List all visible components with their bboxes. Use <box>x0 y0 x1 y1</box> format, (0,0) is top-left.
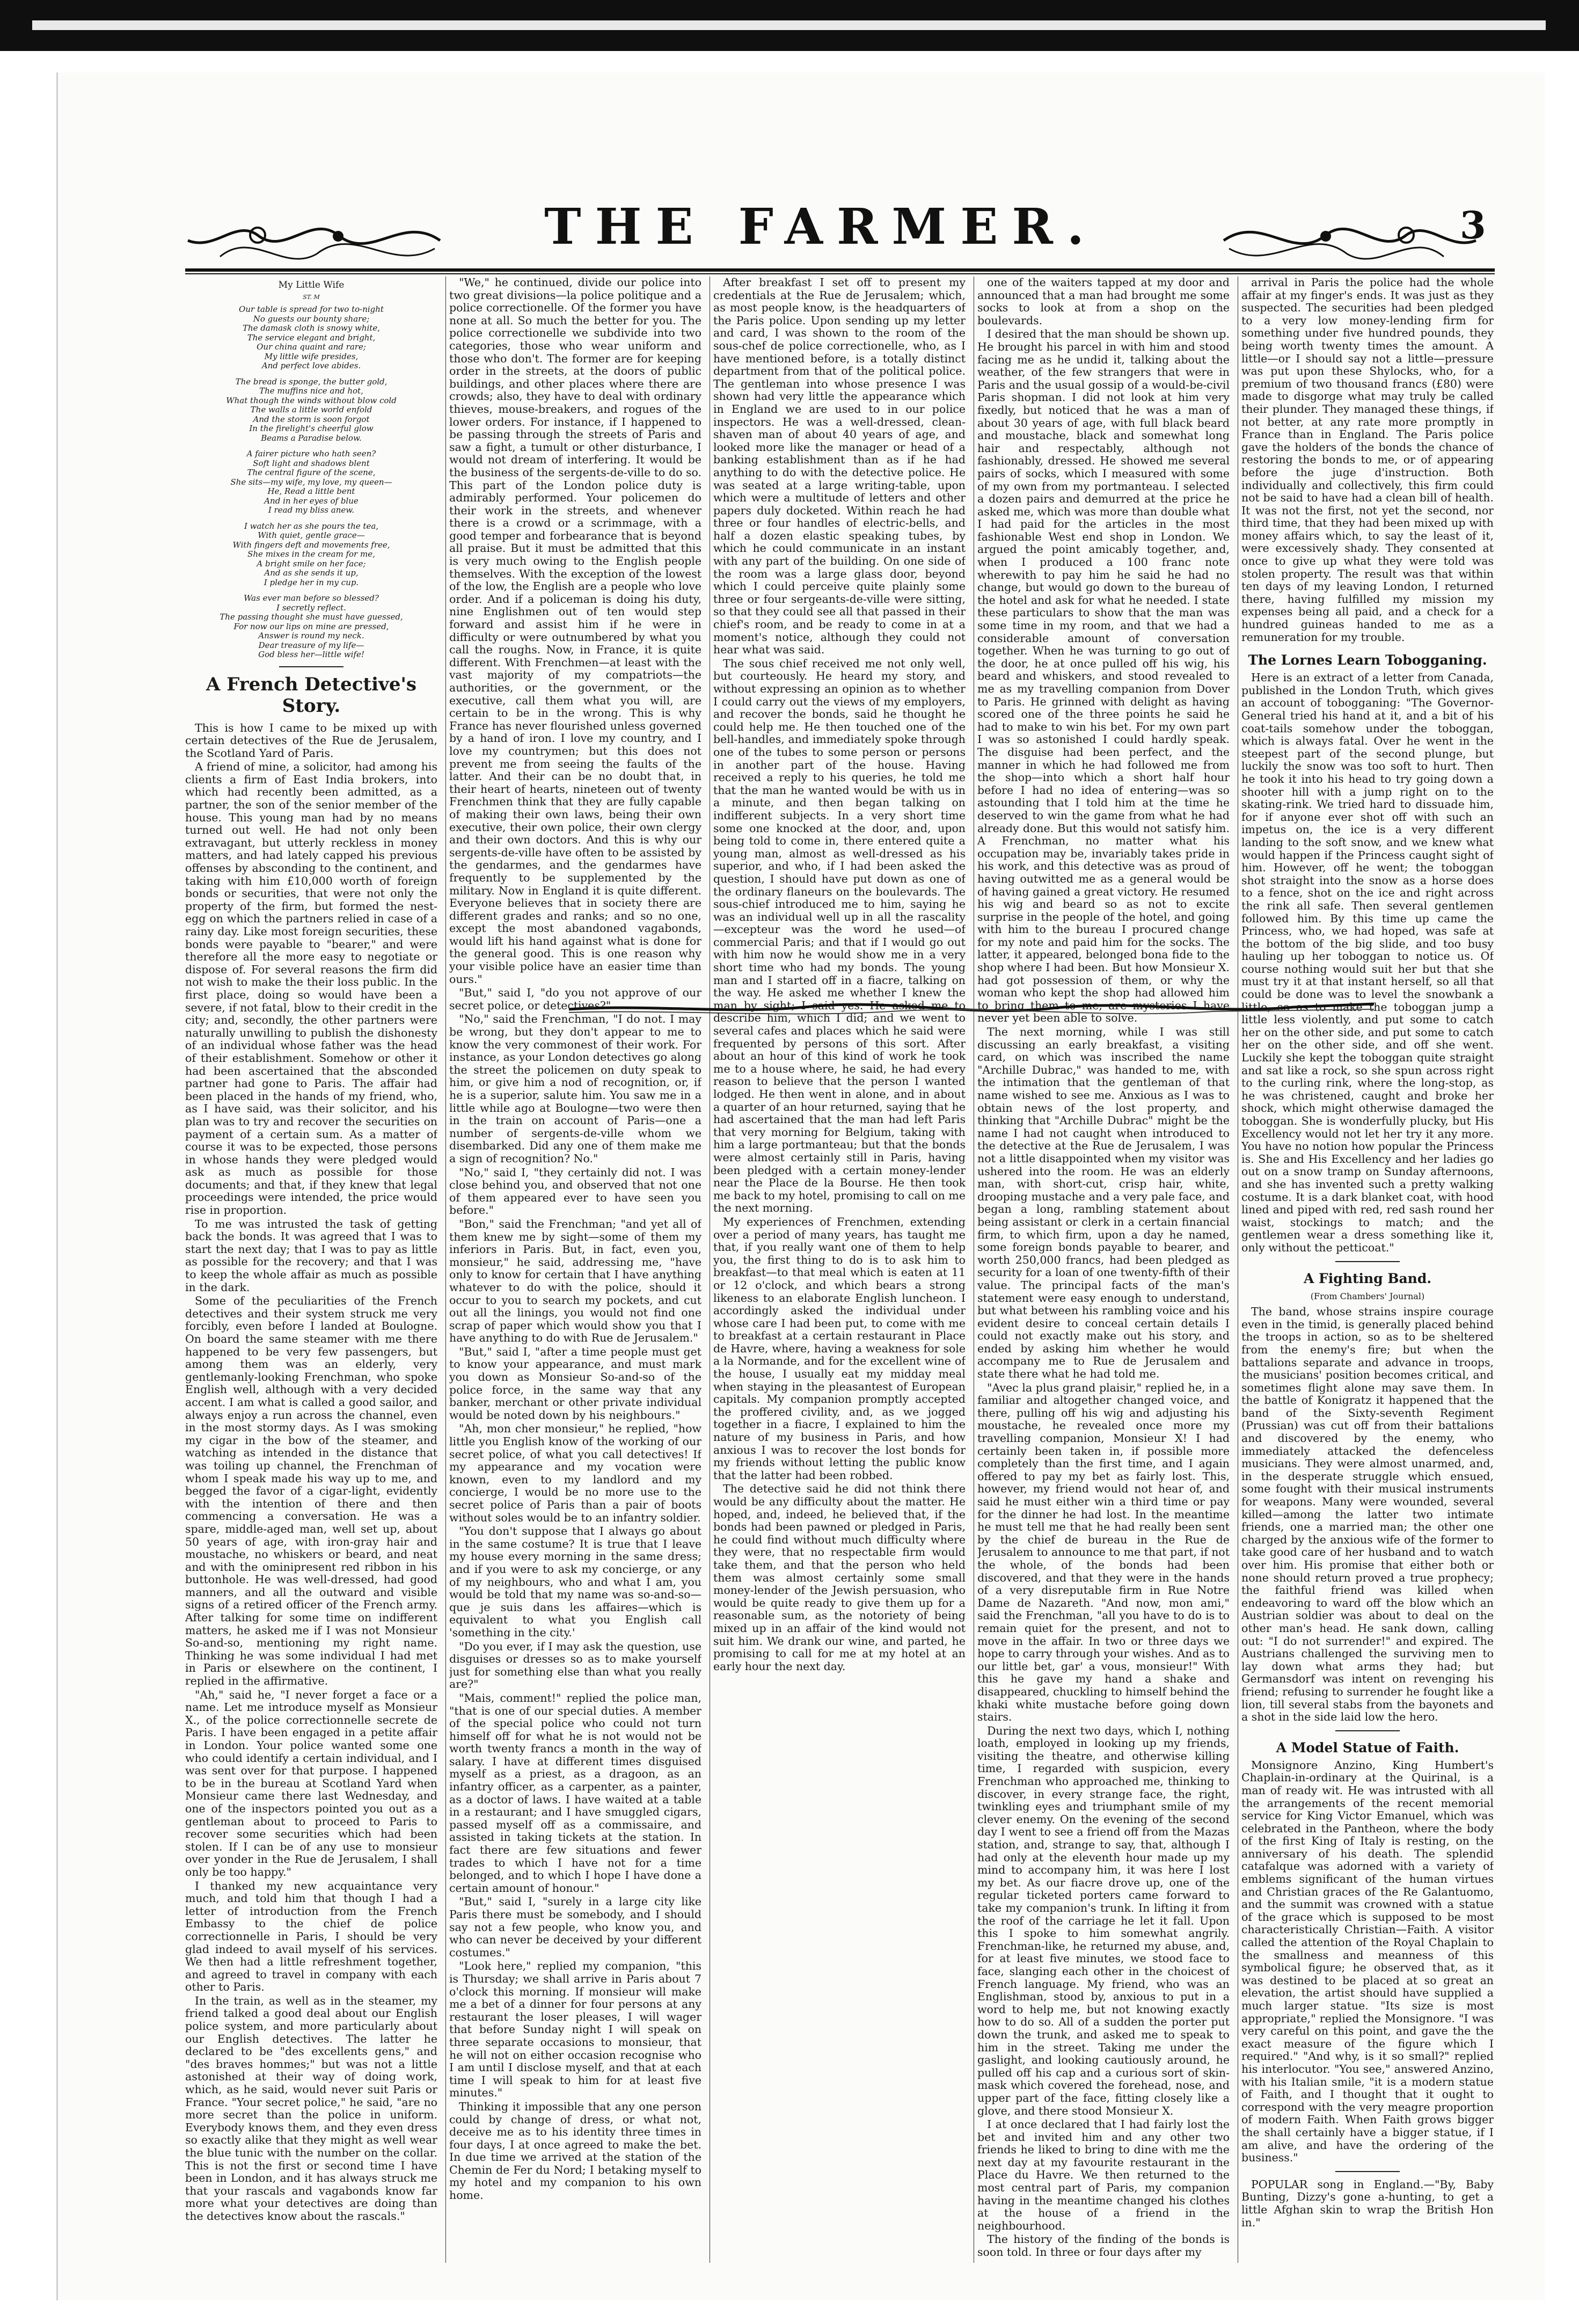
poem-stanza: Was ever man before so blessed? I secretly reflect. The passing thought she must have guessed, For now our lips on mine are pressed, Answer is round my neck. Dear treasure of my life— God bless her—little wife! <box>220 593 403 659</box>
scan-top-border <box>0 0 1579 51</box>
article-paragraph: This is how I came to be mixed up with certain detectives of the Rue de Jerusalem, the Scotland Yard of Paris. <box>185 721 437 760</box>
page-fold-mark <box>569 988 1374 1025</box>
article-paragraph: "You don't suppose that I always go about in the same costume? It is true that I leave my house every morning in the same dress; and if you were to ask my concierge, or any of my neighbours, who and what I am, you would be told that my name was so-and-so—que je suis dans les affaires—which is equivalent to what you English call 'something in the city.' <box>449 1525 701 1639</box>
column-1 <box>185 276 437 2263</box>
article-headline: A French Detective's Story. <box>206 673 416 717</box>
article-paragraph: "Ah, mon cher monsieur," he replied, "how little you English know of the working of our secret police, of what you call detectives! If my appearance and my vocation were known, even to my landlord and my concierge, I would be no more use to the secret police of Paris than a pair of boots without soles would be to an infantry soldier. <box>449 1422 701 1524</box>
article-paragraph: The sous chief received me not only well, but courteously. He heard my story, and without expressing an opinion as to whether I could carry out the views of my employers, and recover the bonds, said he thought he could help me. He then touched one of the bell-handles, and immediately spoke through one of the tubes to some person or persons in another part of the house. Having received a reply to his queries, he told me that the man he wanted would be with us in a minute, and then began talking on indifferent subjects. In a very short time some one knocked at the door, and, upon being told to come in, there entered quite a young man, almost as well-dressed as his superior, and who, if I had been asked the question, I should have put down as one of the ordinary flaneurs on the boulevards. The sous-chief introduced me to him, saying he was an individual well up in all the rascality—excepteur was the word he used—of commercial Paris; and that if I would go out with him now he would show me in a very short time who had my bonds. The young man and I started off in a fiacre, talking on the way. He asked me whether I knew the man by sight; I said yes. He asked me to describe him, which I did; and we went to several cafes and places which he said were frequented by persons of this sort. After about an hour of this kind of work he took me to a house where, he said, he had every reason to believe that the person I wanted lodged. He then went in alone, and in about a quarter of an hour returned, saying that he had ascertained that the man had left Paris that very morning for Belgium, taking with him a large portmanteau; but that the bonds were almost certainly still in Paris, having been pledged with a certain money-lender near the Place de la Bourse. He then took me back to my hotel, promising to call on me the next morning. <box>713 657 966 1215</box>
article-paragraph: "Look here," replied my companion, "this is Thursday; we shall arrive in Paris about 7 o'clock this morning. If monsieur will make me a bet of a dinner for four persons at any restaurant the loser pleases, I will wager that before Sunday night I will speak on three separate occasions to monsieur, that he will not on either occasion recognise who I am until I disclose myself, and that at each time I will speak to him for at least five minutes." <box>449 1959 701 2100</box>
article-paragraph: "But," said I, "do you not approve of our secret police, or detectives?" <box>449 986 701 1012</box>
article-paragraph: The band, whose strains inspire courage even in the timid, is generally placed behind the troops in action, so as to be sheltered from the enemy's fire; but when the battalions separate and advance in troops, the musicians' position becomes critical, and sometimes flight alone may save them. In the battle of Konigratz it happened that the band of the Sixty-seventh Regiment (Prussian) was cut off from their battalions and discovered by the enemy, who immediately attacked the defenceless musicians. They were almost unarmed, and, in the desperate struggle which ensued, some fought with their musical instruments for weapons. Many were wounded, several killed—among the latter two intimate friends, one a married man; the other one charged by the anxious wife of the former to take good care of her husband and to watch over him. His promise that either both or none should return proved a true prophecy; the faithful friend was killed when endeavoring to ward off the blow which an Austrian soldier was about to deal on the other man's head. He sank down, calling out: "I do not surrender!" and expired. The Austrians challenged the surviving men to lay down what arms they had; but Germansdorf was intent on revenging his friend; refusing to surrender he fought like a lion, till several stabs from the bayonets and a shot in the side laid low the hero. <box>1241 1305 1494 1724</box>
column-5 <box>1241 276 1494 2263</box>
article-paragraph: "No," said the Frenchman, "I do not. I may be wrong, but they don't appear to me to know the very commonest of their work. For instance, as your London detectives go along the street the policemen on duty speak to him, or give him a nod of recognition, or, if he is a superior, salute him. You saw me in a little while ago at Boulogne—two were then in the train on account of Paris—one a number of sergents-de-ville whom we disembarked. Did any one of them make me a sign of recognition? No." <box>449 1012 701 1165</box>
section-credit: (From Chambers' Journal) <box>1310 1291 1425 1301</box>
article-paragraph: Thinking it impossible that any one person could by change of dress, or what not, deceive me as to his identity three times in four days, I at once agreed to make the bet. In due time we arrived at the station of the Chemin de Fer du Nord; I betaking myself to my hotel and my companion to his own home. <box>449 2100 701 2202</box>
poem-byline: ST. M <box>303 293 320 301</box>
article-paragraph: The next morning, while I was still discussing an early breakfast, a visiting card, on which was inscribed the name "Archille Dubrac," was handed to me, with the intimation that the gentleman of that name wished to see me. Anxious as I was to obtain news of the lost property, and thinking that "Archille Dubrac" might be the name I had not caught when introduced to the detective at the Rue de Jerusalem, I was not a little disappointed when my visitor was ushered into the room. He was an elderly man, with short-cut, crisp hair, white, drooping mustache and a very pale face, and began a long, rambling statement about being assistant or clerk in a certain financial firm, to which firm, upon a day he named, some foreign bonds payable to bearer, and worth 250,000 francs, had been pledged as security for a loan of one twenty-fifth of their value. The principal facts of the man's statement were easy enough to understand, but what between his rambling voice and his evident desire to conceal certain details I could not exactly make out his story, and ended by asking him whether he would accompany me to Rue de Jerusalem and state there what he had told me. <box>977 1025 1230 1381</box>
masthead-rule-thin <box>185 273 1495 274</box>
article-paragraph: The history of the finding of the bonds is soon told. In three or four days after my <box>977 2233 1230 2259</box>
article-paragraph: "No," said I, "they certainly did not. I was close behind you, and observed that not one of them appeared ever to have seen you before." <box>449 1165 701 1217</box>
article-paragraph: "Bon," said the Frenchman; "and yet all of them knew me by sight—some of them my inferiors in Paris. But, in fact, even you, monsieur," he said, addressing me, "have only to know for certain that I have anything whatever to do with the police, should it occur to you to search my pockets, and cut out all the linings, you would not find one scrap of paper which would show you that I have anything to do with Rue de Jerusalem." <box>449 1217 701 1345</box>
article-paragraph: "Ah," said he, "I never forget a face or a name. Let me introduce myself as Monsieur X., of the police correctionnelle secrete de Paris. I have been engaged in a petite affair in London. Your police wanted some one who could identify a certain individual, and I was sent over for that purpose. I happened to be in the bureau at Scotland Yard when Monsieur came there last Wednesday, and one of the inspectors pointed you out as a gentleman about to proceed to Paris to recover some securities which had been stolen. If I can be of any use to monsieur over yonder in the Rue de Jerusalem, I shall only be too happy." <box>185 1688 437 1878</box>
column-2 <box>449 276 701 2263</box>
section-heading: A Fighting Band. <box>1303 1270 1432 1286</box>
poem-stanza: I watch her as she pours the tea, With quiet, gentle grace— With fingers deft and movements free, She mixes in the cream for me, A bright smile on her face; And as she sends it up, I pledge her in my cup. <box>232 521 390 587</box>
poem <box>185 281 437 660</box>
scan-top-gap <box>32 20 1546 30</box>
article-paragraph: "But," said I, "after a time people must get to know your appearance, and must mark you down as Monsieur So-and-so of the police force, in the same way that any banker, merchant or other private individual would be noted down by his neighbours." <box>449 1345 701 1422</box>
article-paragraph: I desired that the man should be shown up. He brought his parcel in with him and stood facing me as he undid it, talking about the weather, of the few strangers that were in Paris and the usual gossip of a would-be-civil Paris shopman. I did not look at him very fixedly, but noticed that he was a man of about 30 years of age, with full black beard and moustache, black and somewhat long hair and respectably, although not fashionably, dressed. He showed me several pairs of socks, which I measured with some of my own from my portmanteau. I selected a dozen pairs and demurred at the price he asked me, which was more than double what I had paid for the articles in the most fashionable West end shop in London. We argued the point amicably together, and, when I produced a 100 franc note wherewith to pay him he said he had no change, but would go down to the bureau of the hotel and ask for what he needed. I state these particulars to show that the man was some time in my room, and that we had a considerable amount of conversation together. When he was turning to go out of the door, he at once pulled off his wig, his beard and whiskers, and stood revealed to me as my travelling companion from Dover to Paris. He grinned with delight as having scored one of the three points he said he had to make to win his bet. For my own part I was so astonished I could hardly speak. The disguise had been perfect, and the manner in which he had followed me from the shop—into which a short half hour before I had no idea of entering—was so astounding that I told him at the time he deserved to win the game from what he had already done. But this would not satisfy him. A Frenchman, no matter what his occupation may be, invariably takes pride in his work, and this detective was as proud of having outwitted me as a general would be of having gained a great victory. He resumed his wig and beard so as not to excite surprise in the people of the hotel, and going with him to the bureau I procured change for my note and paid him for the socks. The latter, it appeared, belonged bona fide to the shop where I had been. But how Monsieur X. had got possession of them, or why the woman who kept the shop had allowed him to bring them to me, are mysteries I have never yet been able to solve. <box>977 327 1230 1025</box>
poem-stanza: The bread is sponge, the butter gold, The muffins nice and hot, What though the winds without blow cold The walls a little world enfold And the storm is soon forgot In the firelight's cheerful glow Beams a Paradise below. <box>226 376 397 443</box>
section-heading: A Model Statue of Faith. <box>1276 1739 1459 1755</box>
column-4 <box>977 276 1230 2263</box>
article-paragraph: "Avec la plus grand plaisir," replied he, in a familiar and altogether changed voice, and there, pulling off his wig and adjusting his moustache, he revealed once more my travelling companion, Monsieur X! I had certainly been taken in, if possible more completely than the first time, and I again offered to pay my bet as fairly lost. This, however, my friend would not hear of, and said he must either win a third time or pay for the dinner he had lost. In the meantime he must tell me that he had really been sent by the chief de bureau in the Rue de Jerusalem to announce to me that part, if not the whole, of the bonds had been discovered, and that they were in the hands of a very disreputable firm in Rue Notre Dame de Nazareth. "And now, mon ami," said the Frenchman, "all you have to do is to remain quiet for the present, and not to move in the affair. In two or three days we hope to carry through your wishes. And as to our little bet, gar' a vous, monsieur!" With this he gave my hand a shake and disappeared, chuckling to himself behind the khaki white mustache before going down stairs. <box>977 1381 1230 1724</box>
article-paragraph: arrival in Paris the police had the whole affair at my finger's ends. It was just as they suspected. The securities had been pledged to a very low money-lending firm for something under five hundred pounds, they being worth twenty times the amount. A little—or I should say not a little—pressure was put upon these Shylocks, who, for a premium of two thousand francs (£80) were made to disgorge what may truly be called their plunder. They managed these things, if not better, at any rate more promptly in France than in England. The Paris police gave the holders of the bonds the chance of restoring the bonds to me, or of appearing before the juge d'instruction. Both individually and collectively, this firm could not be said to have had a clean bill of health. It was not the first, not yet the second, nor third time, that they had been mixed up with money affairs which, to say the least of it, were excessively shady. They consented at once to give up what they were told was stolen property. The result was that within ten days of my leaving London, I returned there, having fulfilled my mission my expenses being all paid, and a check for a hundred guineas handed to me as a remuneration for my trouble. <box>1241 276 1494 644</box>
masthead-rule <box>185 268 1495 272</box>
article-paragraph: During the next two days, which I, nothing loath, employed in looking up my friends, visiting the theatre, and otherwise killing time, I regarded with suspicion, every Frenchman who approached me, thinking to discover, in every strange face, the right, twinkling eyes and triumphant smile of my clever enemy. On the evening of the second day I went to see a friend off from the Mazas station, and, strange to say, that, although I had only at the eleventh hour made up my mind to accompany him, it was here I lost my bet. As our fiacre drove up, one of the regular ticketed porters came forward to take my companion's trunk. In lifting it from the roof of the carriage he let it fall. Upon this I spoke to him somewhat angrily. Frenchman-like, he returned my abuse, and, for at least five minutes, we stood face to face, slanging each other in the choicest of French language. My friend, who was an Englishman, stood by, anxious to put in a word to help me, but not knowing exactly how to do so. All of a sudden the porter put down the trunk, and asked me to speak to him in the street. Taking me under the gaslight, and looking cautiously around, he pulled off his cap and a curious sort of skin-mask which covered the forehead, nose, and upper part of the face, fitting closely like a glove, and there stood Monsieur X. <box>977 1724 1230 2117</box>
section-divider <box>1335 2171 1400 2172</box>
article-paragraph: Here is an extract of a letter from Canada, published in the London Truth, which gives an account of tobogganing: "The Governor-General tried his hand at it, and a bit of his coat-tails somehow under the toboggan, which is always fatal. Over he went in the steepest part of the second plunge, but luckily the snow was too soft to hurt. Then he took it into his head to try going down a shooter hill with a jump right on to the skating-rink. We tried hard to dissuade him, for if anyone ever shot off with such an impetus on, the ice is a very different landing to the soft snow, and we knew what would happen if the Princess caught sight of him. However, off he went; the toboggan shot straight into the snow as a horse does to a fence, shot on the ice and right across the rink all safe. Then several gentlemen followed him. By this time up came the Princess, who, we had hoped, was safe at the bottom of the big slide, and too busy hauling up her toboggan to notice us. Of course nothing would suit her but that she must try it at that instant herself, so all that could be done was to level the snowbank a little, so as to make the toboggan jump a little less violently, and put some to catch her on the other side, and put some to catch her on the other side, and off she went. Luckily she kept the toboggan quite straight and sat like a rock, so she spun across right to the curling rink, where the long-stop, as he was christened, caught and broke her shock, which might otherwise damaged the toboggan. She is wonderfully plucky, but His Excellency would not let her try it any more. You have no notion how popular the Princess is. She and His Excellency and her ladies go out on a snow tramp on Sunday afternoons, and she has invented such a pretty walking costume. It is a dark blanket coat, with hood lined and piped with red, red sash round her waist, stockings to match; and the gentlemen wear a dress something like it, only without the petticoat." <box>1241 671 1494 1254</box>
article-columns <box>185 276 1495 2263</box>
article-paragraph: one of the waiters tapped at my door and announced that a man had brought me some socks to look at from a shop on the boulevards. <box>977 276 1230 327</box>
section-heading: The Lornes Learn Tobogganing. <box>1248 652 1487 668</box>
section-divider <box>1335 1730 1400 1731</box>
article-paragraph: "Do you ever, if I may ask the question, use disguises or dresses so as to make yourself just for something else than what you really are?" <box>449 1640 701 1691</box>
poem-stanza: A fairer picture who hath seen? Soft light and shadows blent The central figure of the scene, She sits—my wife, my love, my queen— He, Read a little bent And in her eyes of blue I read my bliss anew. <box>230 449 392 515</box>
article-paragraph: The detective said he did not think there would be any difficulty about the matter. He hoped, and, indeed, he believed that, if the bonds had been pawned or pledged in Paris, he could find without much difficulty where they were, that no respectable firm would take them, and that the person who held them was almost certainly some small money-lender of the Jewish persuasion, who would be quite ready to give them up for a reasonable sum, as the notoriety of being mixed up in an affair of the kind would not suit him. We drank our wine, and parted, he promising to call for me at my hotel at an early hour the next day. <box>713 1482 966 1673</box>
article-paragraph: I at once declared that I had fairly lost the bet and invited him and any other two friends he liked to bring to dine with me the next day at my favourite restaurant in the Place du Havre. We then returned to the most central part of Paris, my companion having in the meantime changed his clothes at the house of a friend in the neighbourhood. <box>977 2118 1230 2232</box>
section-divider <box>1335 1261 1400 1262</box>
column-divider <box>445 276 446 2263</box>
article-paragraph: POPULAR song in England.—"By, Baby Bunting, Dizzy's gone a-hunting, to get a little Afghan skin to wrap the British Hon in." <box>1241 2177 1494 2229</box>
article-paragraph: "Mais, comment!" replied the police man, "that is one of our special duties. A member of the special police who could not turn himself off for what he is not would not be worth twenty francs a month in the way of salary. I have at different times disguised myself as a priest, as a dragoon, as an infantry officer, as a carpenter, as a painter, as a doctor of laws. I have waited at a table in a restaurant; and I have smuggled cigars, passed myself off as a commissaire, and assisted in taking tickets at the station. In fact there are few situations and fewer trades to which I have not for a time belonged, and to which I hope I have done a certain amount of honour." <box>449 1691 701 1895</box>
section-divider <box>279 666 343 667</box>
masthead-title: THE FARMER. <box>544 198 1098 256</box>
article-paragraph: Monsignore Anzino, King Humbert's Chaplain-in-ordinary at the Quirinal, is a man of ready wit. He was intrusted with all the arrangements of the recent memorial service for King Victor Emanuel, which was celebrated in the Pantheon, where the body of the first King of Italy is resting, on the anniversary of his death. The splendid catafalque was adorned with a variety of emblems significant of the human virtues and Christian graces of the Re Galantuomo, and the summit was crowned with a statue of the grace which is supposed to be most characteristically Christian—Faith. A visitor called the attention of the Royal Chaplain to the smallness and meanness of this symbolical figure; he observed that, as it was destined to be placed at so great an elevation, the artist should have supplied a much larger statue. "Its size is most appropriate," replied the Monsignore. "I was very careful on this point, and gave the the exact measure of the figure which I required." "And why, is it so small?" replied his interlocutor. "You see," answered Anzino, with his Italian smile, "it is a modern statue of Faith, and I thought that it ought to correspond with the very meagre proportion of modern Faith. When Faith grows bigger the shall certainly have a bigger statue, if I am alive, and have the ordering of the business." <box>1241 1758 1494 2165</box>
poem-stanza: Our table is spread for two to-night No guests our bounty share; The damask cloth is snowy white, The service elegant and bright, Our china quaint and rare; My little wife presides, And perfect love abides. <box>239 304 384 370</box>
masthead-block <box>177 193 1487 274</box>
article-paragraph: A friend of mine, a solicitor, had among his clients a firm of East India brokers, into which had recently been admitted, as a partner, the son of the senior member of the house. This young man had by no means turned out well. He had not only been extravagant, but utterly reckless in money matters, and had lately capped his previous offenses by absconding to the continent, and taking with him £10,000 worth of foreign bonds or securities, that were not only the property of the firm, but formed the nest-egg on which the partners relied in case of a rainy day. Like most foreign securities, these bonds were payable to "bearer," and were therefore all the more easy to negotiate or dispose of. For several reasons the firm did not wish to make the their loss public. In the first place, doing so would have been a severe, if not fatal, blow to their credit in the city; and, secondly, the other partners were naturally unwilling to publish the dishonesty of an individual whose father was the head of their establishment. Somehow or other it had been ascertained that the absconded partner had gone to Paris. The affair had been placed in the hands of my friend, who, as I have said, was their solicitor, and his plan was to try and recover the securities on payment of a certain sum. As a matter of course it was to be expected, those persons in whose hands they were pledged would ask as much as possible for those documents; and that, if they knew that legal proceedings were intended, the price would rise in proportion. <box>185 760 437 1217</box>
article-paragraph: To me was intrusted the task of getting back the bonds. It was agreed that I was to start the next day; that I was to pay as little as possible for the recovery; and that I was to keep the whole affair as much as possible in the dark. <box>185 1217 437 1294</box>
article-paragraph: Some of the peculiarities of the French detectives and their system struck me very forcibly, even before I landed at Boulogne. On board the same steamer with me there happened to be very few passengers, but among them was an elderly, very gentlemanly-looking Frenchman, who spoke English well, although with a very decided accent. I am what is called a good sailor, and always enjoy a run across the channel, even in the most stormy days. As I was smoking my cigar in the bow of the steamer, and watching as intended in the distance that was toiling up channel, the Frenchman of whom I speak made his way up to me, and begged the favor of a cigar-light, evidently with the intention of there and then commencing a conversation. He was a spare, middle-aged man, well set up, about 50 years of age, with iron-gray hair and moustache, no whiskers or beard, and neat and with the ominipresent red ribbon in his buttonhole. He was well-dressed, had good manners, and all the outward and visible signs of a retired officer of the French army. After talking for some time on indifferent matters, he asked me if I was not Monsieur So-and-so, mentioning my right name. Thinking he was some individual I had met in Paris or elsewhere on the continent, I replied in the affirmative. <box>185 1294 437 1688</box>
page-number: 3 <box>1460 203 1486 247</box>
article-paragraph: In the train, as well as in the steamer, my friend talked a good deal about our English police system, and more particularly about our English detectives. The latter he declared to be "des excellents gens," and "des braves hommes;" but was not a little astonished at their way of doing work, which, as he said, would never suit Paris or France. "Your secret police," he said, "are no more secret than the police in uniform. Everybody knows them, and they even dress so exactly alike that they might as well wear the blue tunic with the number on the collar. This is not the first or second time I have been in London, and it has always struck me that your rascals and vagabonds know far more what your detectives are doing than the detectives know about the rascals." <box>185 1994 437 2223</box>
article-paragraph: I thanked my new acquaintance very much, and told him that though I had a letter of introduction from the French Embassy to the chief de police correctionnelle in Paris, I should be very glad indeed to avail myself of his services. We then had a little refreshment together, and agreed to travel in company with each other to Paris. <box>185 1879 437 1994</box>
column-3 <box>713 276 966 2263</box>
article-paragraph: "But," said I, "surely in a large city like Paris there must be somebody, and I should say not a few people, who know you, and who can never be deceived by your different costumes." <box>449 1895 701 1959</box>
poem-title: My Little Wife <box>278 280 345 290</box>
article-paragraph: After breakfast I set off to present my credentials at the Rue de Jerusalem; which, as most people know, is the headquarters of the Paris police. Upon sending up my letter and card, I was shown to the room of the sous-chef de police correctionelle, who, as I have mentioned before, is a totally distinct department from that of the political police. The gentleman into whose presence I was shown had very little the appearance which in England we are used to in our police inspectors. He was a well-dressed, clean-shaven man of about 40 years of age, and looked more like the manager or head of a banking establishment than as if he had anything to do with the detective police. He was seated at a large writing-table, upon which were a multitude of letters and other papers duly docketed. Within reach he had three or four handles of electric-bells, and half a dozen elastic speaking tubes, by which he could communicate in an instant with any part of the building. On one side of the room was a large glass door, beyond which I could perceive quite plainly some three or four sergeants-de-ville were sitting, so that they could see all that passed in their chief's room, and be ready to come in at a moment's notice, although they could not hear what was said. <box>713 276 966 657</box>
article-paragraph: My experiences of Frenchmen, extending over a period of many years, has taught me that, if you really want one of them to help you, the first thing to do is to ask him to breakfast—to that meal which is eaten at 11 or 12 o'clock, and which bears a strong likeness to an elaborate English luncheon. I accordingly asked the individual under whose care I had been put, to come with me to breakfast at a certain restaurant in Place de Havre, where, having a weakness for sole a la Normande, and for the excellent wine of the house, I usually eat my midday meal when staying in the pleasantest of European capitals. My companion promptly accepted the proffered civility, and, as we jogged together in a fiacre, I explained to him the nature of my business in Paris, and how anxious I was to recover the lost bonds for my friends without letting the public know that the latter had been robbed. <box>713 1215 966 1482</box>
article-paragraph: "We," he continued, divide our police into two great divisions—la police politique and a police correctionelle. Of the former you have none at all. So much the better for you. The police correctionelle we subdivide into two categories, those who wear uniform and those who don't. The former are for keeping order in the streets, at the doors of public buildings, and other places where there are crowds; also, they have to deal with ordinary thieves, mouse-breakers, and rogues of the lower orders. For instance, if I happened to be passing through the streets of Paris and saw a fight, a tumult or other disturbance, I would not dream of interfering. It would be the business of the sergents-de-ville to do so. This part of the London police duty is admirably performed. Your policemen do their work in the streets, and whenever there is a crowd or a scrimmage, with a good temper and forbearance that is beyond all praise. But it must be admitted that this is very much owing to the English people themselves. With the exception of the lowest of the low, the English are a people who love order. And if a policeman is doing his duty, nine Englishmen out of ten would step forward and assist him if he were in difficulty or were outnumbered by what you call the roughs. Now, in France, it is quite different. With Frenchmen—at least with the vast majority of my compatriots—the authorities, or the government, or the executive, call them what you will, are certain to be in the wrong. This is why France has never flourished unless governed by a hand of iron. I love my country, and I love my countrymen; but this does not prevent me from seeing the faults of the latter. And their can be no doubt that, in their heart of hearts, nineteen out of twenty Frenchmen think that they are fully capable of making their own laws, being their own executive, their own police, their own clergy and their own doctors. And this is why our sergents-de-ville have often to be assisted by the gendarmes, and the gendarmes have frequently to be supplemented by the military. Now in England it is quite different. Everyone believes that in society there are different grades and ranks; and so no one, except the most abandoned vagabonds, would lift his hand against what is done for the general good. This is one reason why your visible police have an easier time than ours." <box>449 276 701 986</box>
